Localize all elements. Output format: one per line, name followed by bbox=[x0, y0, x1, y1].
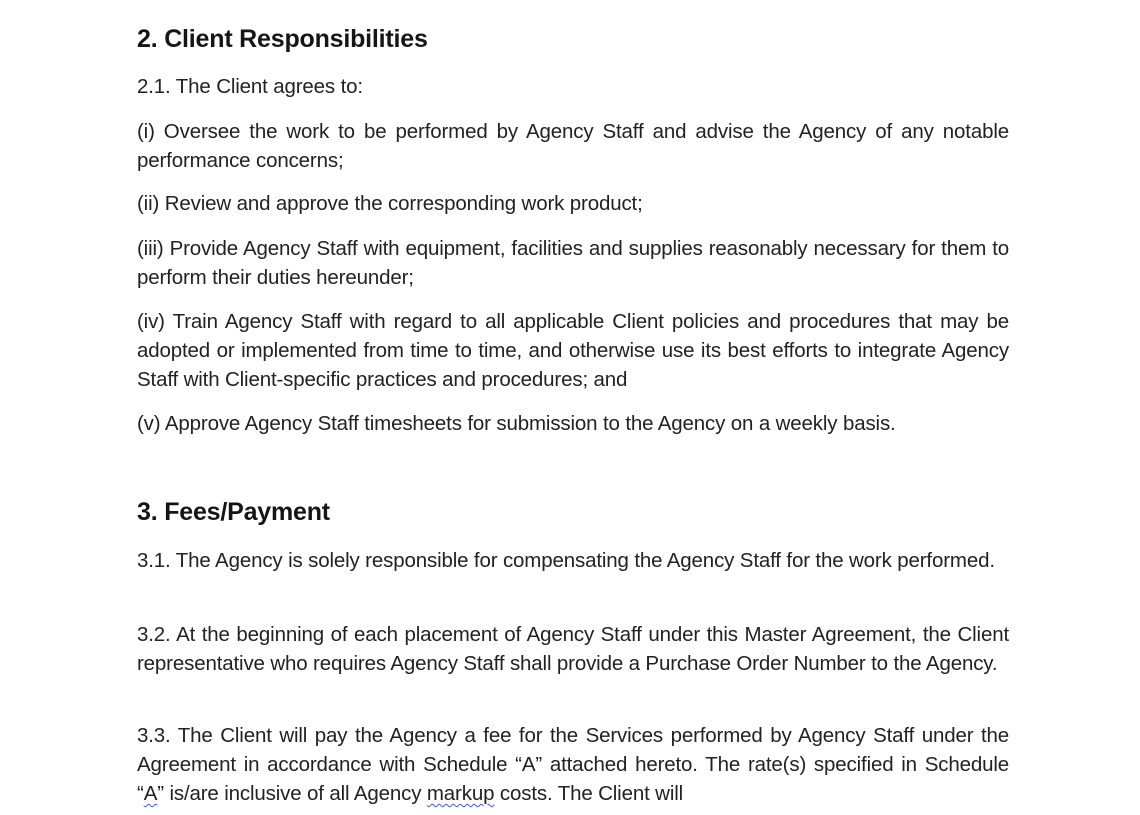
clause-item-iv: (iv) Train Agency Staff with regard to all applicable Client policies and procedures that may be adopted or implemented from time to time, and otherwise use its best efforts to integrate Agency Staff with Client-specific practices and procedures; and bbox=[137, 310, 1009, 391]
clause-2-1-intro: 2.1. The Client agrees to: bbox=[137, 75, 363, 98]
clause-3-3-text-c: ” is/are inclusive of all Agency bbox=[157, 782, 427, 805]
clause-3-2: 3.2. At the beginning of each placement of Agency Staff under this Master Agreement, the Client representative who requires Agency Staff shall provide a Purchase Order Number to the Agency. bbox=[137, 623, 1009, 675]
spellcheck-flag-a: A bbox=[143, 782, 158, 805]
clause-3-1: 3.1. The Agency is solely responsible for compensating the Agency Staff for the work performed. bbox=[137, 549, 995, 572]
spellcheck-flag-markup: markup bbox=[426, 782, 495, 805]
section-2-heading: 2. Client Responsibilities bbox=[137, 25, 428, 53]
clause-3-3 bbox=[137, 721, 1009, 808]
clause-item-v: (v) Approve Agency Staff timesheets for submission to the Agency on a weekly basis. bbox=[137, 412, 896, 435]
clause-3-3-text-a: 3.3. The Client will pay the Agency a fee for the Services performed by Agency Staff under the Agreement in accordance with Schedule “A” attached hereto. The rate(s) specified in Schedule “ bbox=[137, 724, 1009, 805]
clause-3-3-text-e: costs. The Client will bbox=[494, 782, 684, 805]
clause-item-i: (i) Oversee the work to be performed by Agency Staff and advise the Agency of any notable performance concerns; bbox=[137, 120, 1009, 172]
section-3-heading: 3. Fees/Payment bbox=[137, 498, 330, 526]
clause-item-ii: (ii) Review and approve the corresponding work product; bbox=[137, 192, 643, 215]
clause-item-iii: (iii) Provide Agency Staff with equipment, facilities and supplies reasonably necessary for them to perform their duties hereunder; bbox=[137, 237, 1009, 289]
